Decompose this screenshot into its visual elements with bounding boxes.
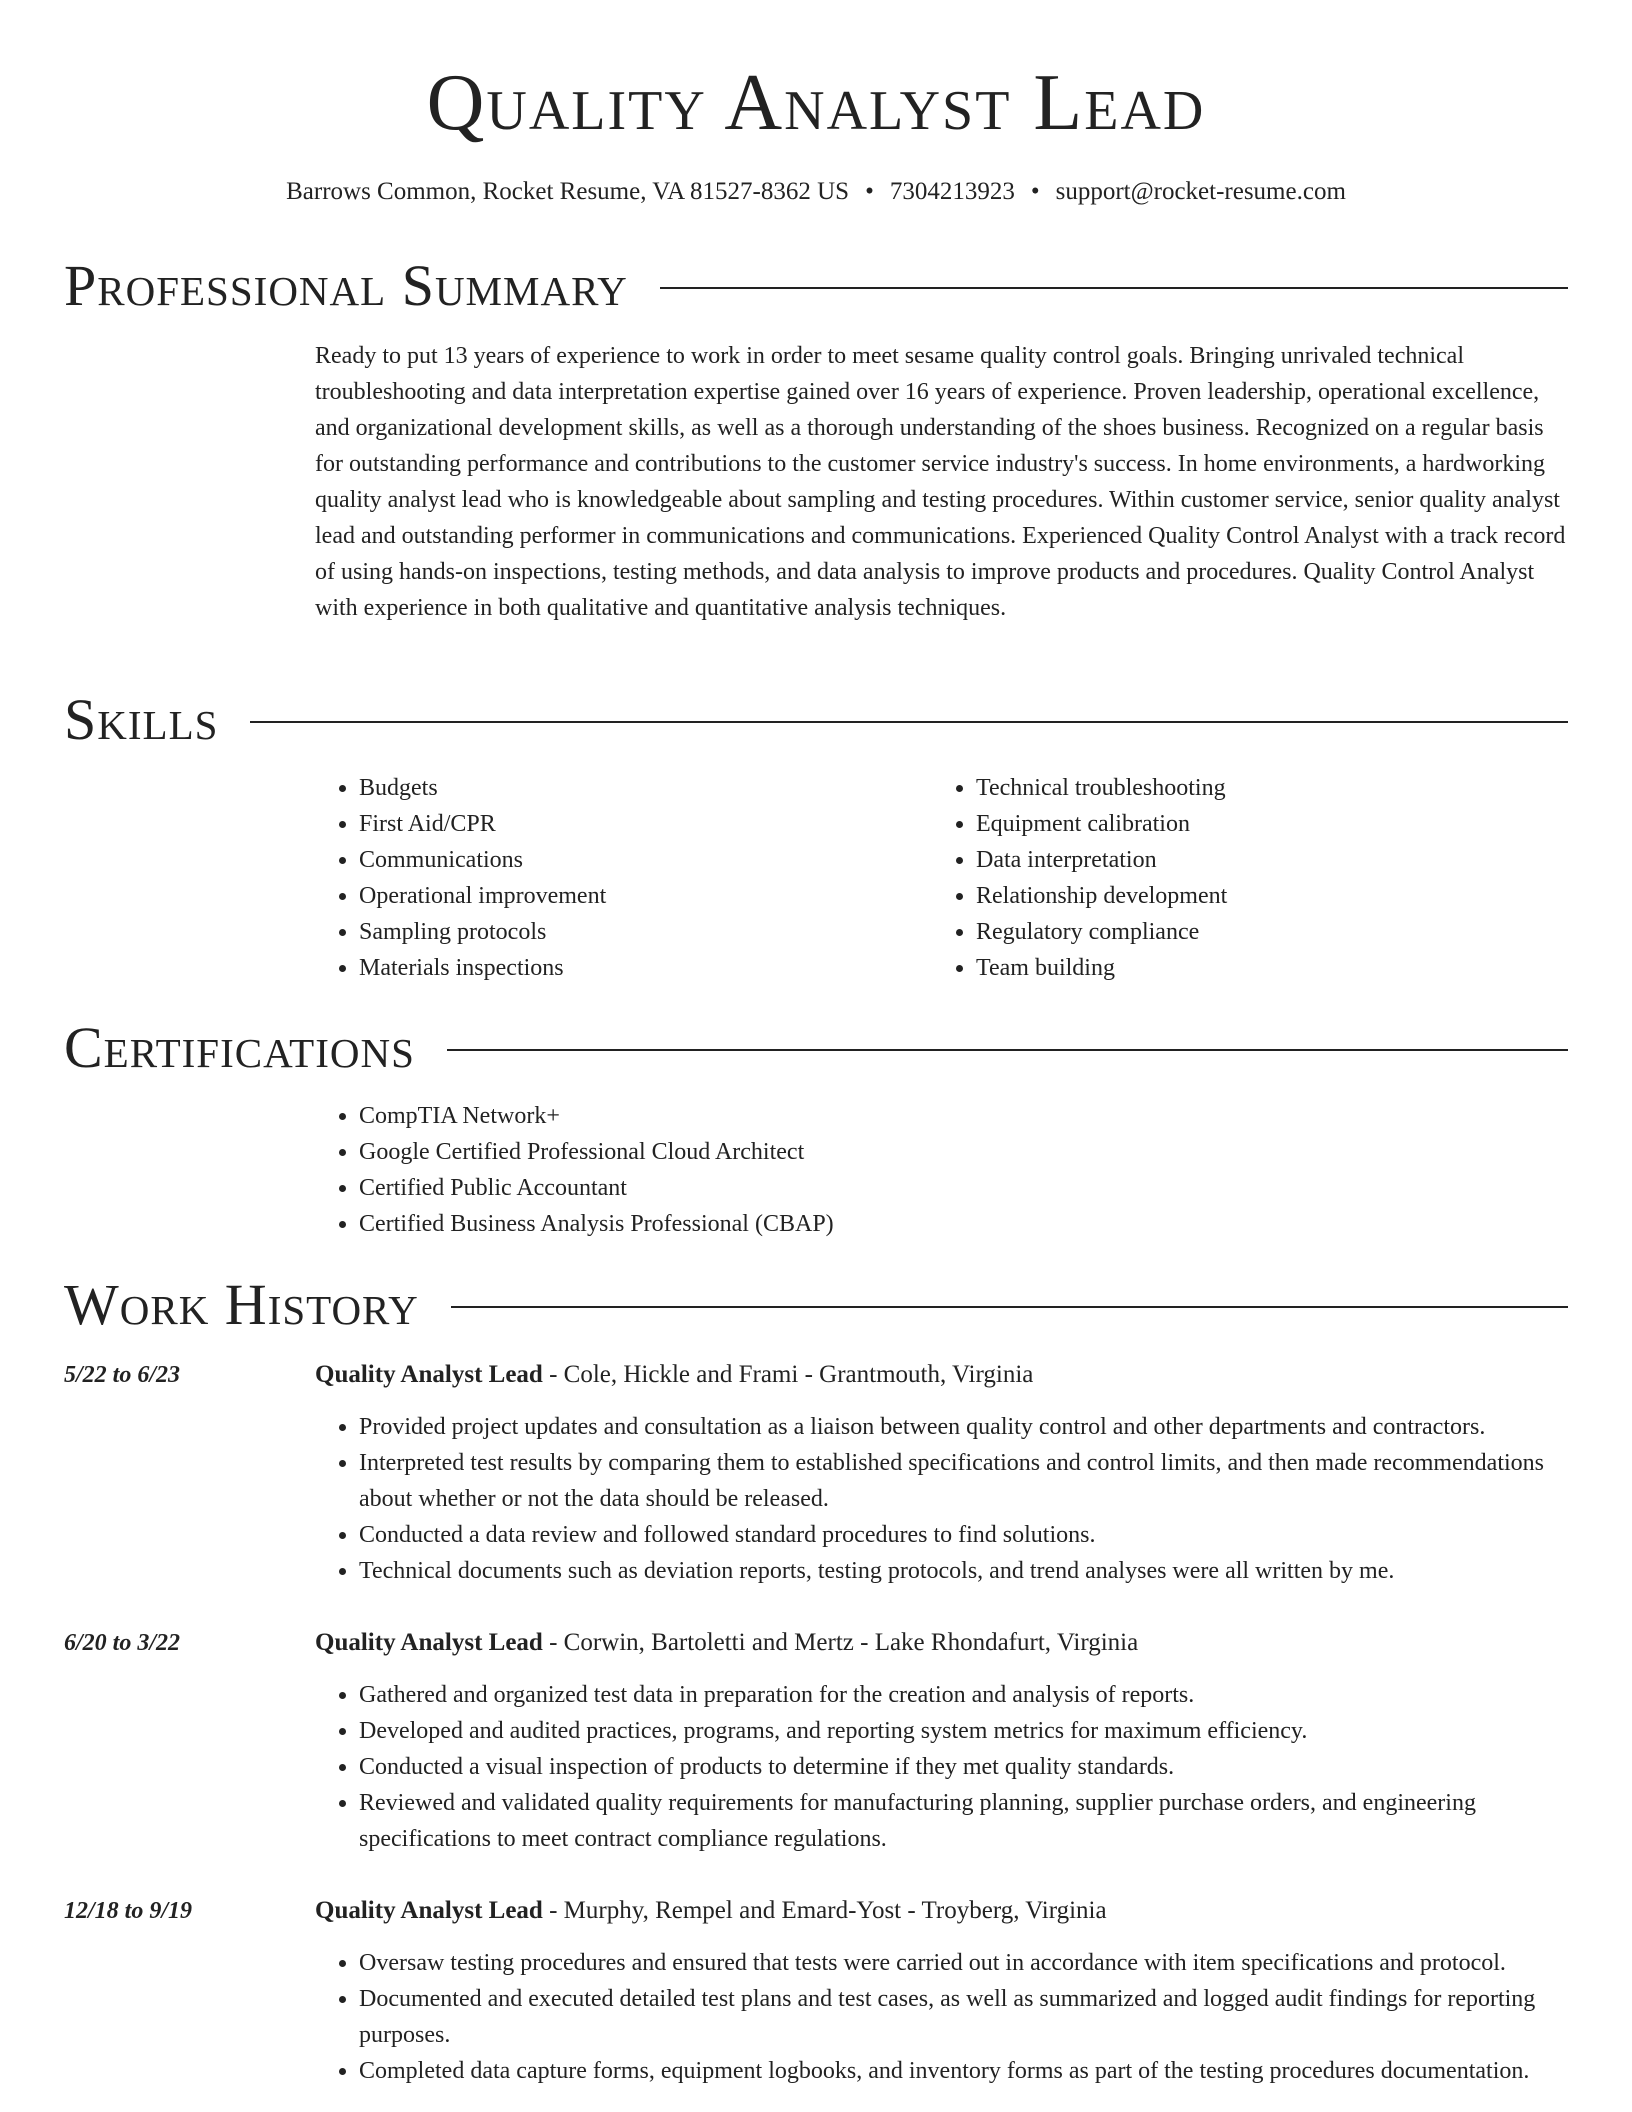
job-dates: 6/20 to 3/22 [64,1630,181,1656]
skills-list-left [315,770,606,986]
certification-item: • Certified Public Accountant [359,1170,834,1206]
certification-item: • Certified Business Analysis Professional (CBAP) [359,1206,834,1242]
job-title-line [315,1893,1568,1929]
section-divider [451,1306,1568,1308]
skill-item: • Communications [359,842,606,878]
job-bullet: • Conducted a visual inspection of products to determine if they met quality standards. [359,1749,1568,1785]
certifications-heading: Certifications [64,1015,415,1080]
job-title: Quality Analyst Lead [315,1361,543,1388]
section-divider [660,287,1568,289]
job-bullet: • Oversaw testing procedures and ensured that tests were carried out in accordance with item specifications and protocol. [359,1945,1568,1981]
job-dates: 12/18 to 9/19 [64,1898,193,1924]
job-bullets [315,1677,1568,1857]
skill-item: • Relationship development [976,878,1227,914]
skill-item: • Sampling protocols [359,914,606,950]
summary-section-header [64,253,1568,319]
job-employer: - Murphy, Rempel and Emard-Yost - Troyberg, Virginia [542,1897,1107,1924]
summary-heading: Professional Summary [64,253,628,318]
certification-item: • CompTIA Network+ [359,1098,834,1134]
job-employer: - Cole, Hickle and Frami - Grantmouth, Virginia [542,1361,1034,1388]
job-dates: 5/22 to 6/23 [64,1362,181,1388]
work-history-section-header [64,1272,1568,1338]
skill-item: • Team building [976,950,1227,986]
skill-item: • Regulatory compliance [976,914,1227,950]
skill-item: • Materials inspections [359,950,606,986]
job-title: Quality Analyst Lead [315,1897,543,1924]
section-divider [250,721,1568,723]
job-title-line [315,1357,1568,1393]
job-bullet: • Technical documents such as deviation reports, testing protocols, and trend analyses were all written by me. [359,1553,1568,1589]
contact-separator: • [1030,178,1040,205]
job-bullet: • Developed and audited practices, programs, and reporting system metrics for maximum efficiency. [359,1713,1568,1749]
resume-title: Quality Analyst Lead [426,59,1206,147]
job-bullets [315,1945,1568,2089]
certifications-section-header [64,1015,1568,1081]
job-employer: - Corwin, Bartoletti and Mertz - Lake Rhondafurt, Virginia [542,1629,1139,1656]
skill-item: • Data interpretation [976,842,1227,878]
job-bullet: • Documented and executed detailed test plans and test cases, as well as summarized and logged audit findings for reporting purposes. [359,1981,1568,2053]
job-bullet: • Interpreted test results by comparing them to established specifications and control limits, and then made recommendations about whether or not the data should be released. [359,1445,1568,1517]
job-bullet: • Completed data capture forms, equipment logbooks, and inventory forms as part of the testing procedures documentation. [359,2053,1568,2089]
skills-heading: Skills [64,687,219,752]
skill-item: • First Aid/CPR [359,806,606,842]
contact-address: Barrows Common, Rocket Resume, VA 81527-8362 US [286,178,850,205]
job-bullet: • Provided project updates and consultation as a liaison between quality control and other departments and contractors. [359,1409,1568,1445]
job-title-line [315,1625,1568,1661]
job-bullet: • Conducted a data review and followed standard procedures to find solutions. [359,1517,1568,1553]
job-title: Quality Analyst Lead [315,1629,543,1656]
skill-item: • Budgets [359,770,606,806]
contact-separator: • [865,178,874,205]
skills-list-right [932,770,1227,986]
skill-item: • Operational improvement [359,878,606,914]
certification-item: • Google Certified Professional Cloud Architect [359,1134,834,1170]
work-history-heading: Work History [64,1272,419,1337]
contact-phone: 7304213923 [889,178,1015,205]
certifications-list [315,1098,834,1242]
summary-text: Ready to put 13 years of experience to work in order to meet sesame quality control goals. Bringing unrivaled technical troubleshooting and data interpretation expertise gained over 16 years of experience. Proven leadership, operational excellence, and organizational development skills, as well as a thorough understanding of the shoes business. Recognized on a regular basis for outstanding performance and contributions to the customer service industry's success. In home environments, a hardworking quality analyst lead who is knowledgeable about sampling and testing procedures. Within customer service, senior quality analyst lead and outstanding performer in communications and communications. Experienced Quality Control Analyst with a track record of using hands-on inspections, testing methods, and data analysis to improve products and procedures. Quality Control Analyst with experience in both qualitative and quantitative analysis techniques. [315,343,1566,621]
job-bullets [315,1409,1568,1589]
skill-item: • Technical troubleshooting [976,770,1227,806]
contact-email: support@rocket-resume.com [1055,178,1346,205]
job-bullet: • Gathered and organized test data in preparation for the creation and analysis of reports. [359,1677,1568,1713]
skill-item: • Equipment calibration [976,806,1227,842]
job-bullet: • Reviewed and validated quality requirements for manufacturing planning, supplier purchase orders, and engineering specifications to meet contract compliance regulations. [359,1785,1568,1857]
section-divider [447,1049,1568,1051]
contact-line [0,174,1632,210]
skills-section-header [64,687,1568,753]
